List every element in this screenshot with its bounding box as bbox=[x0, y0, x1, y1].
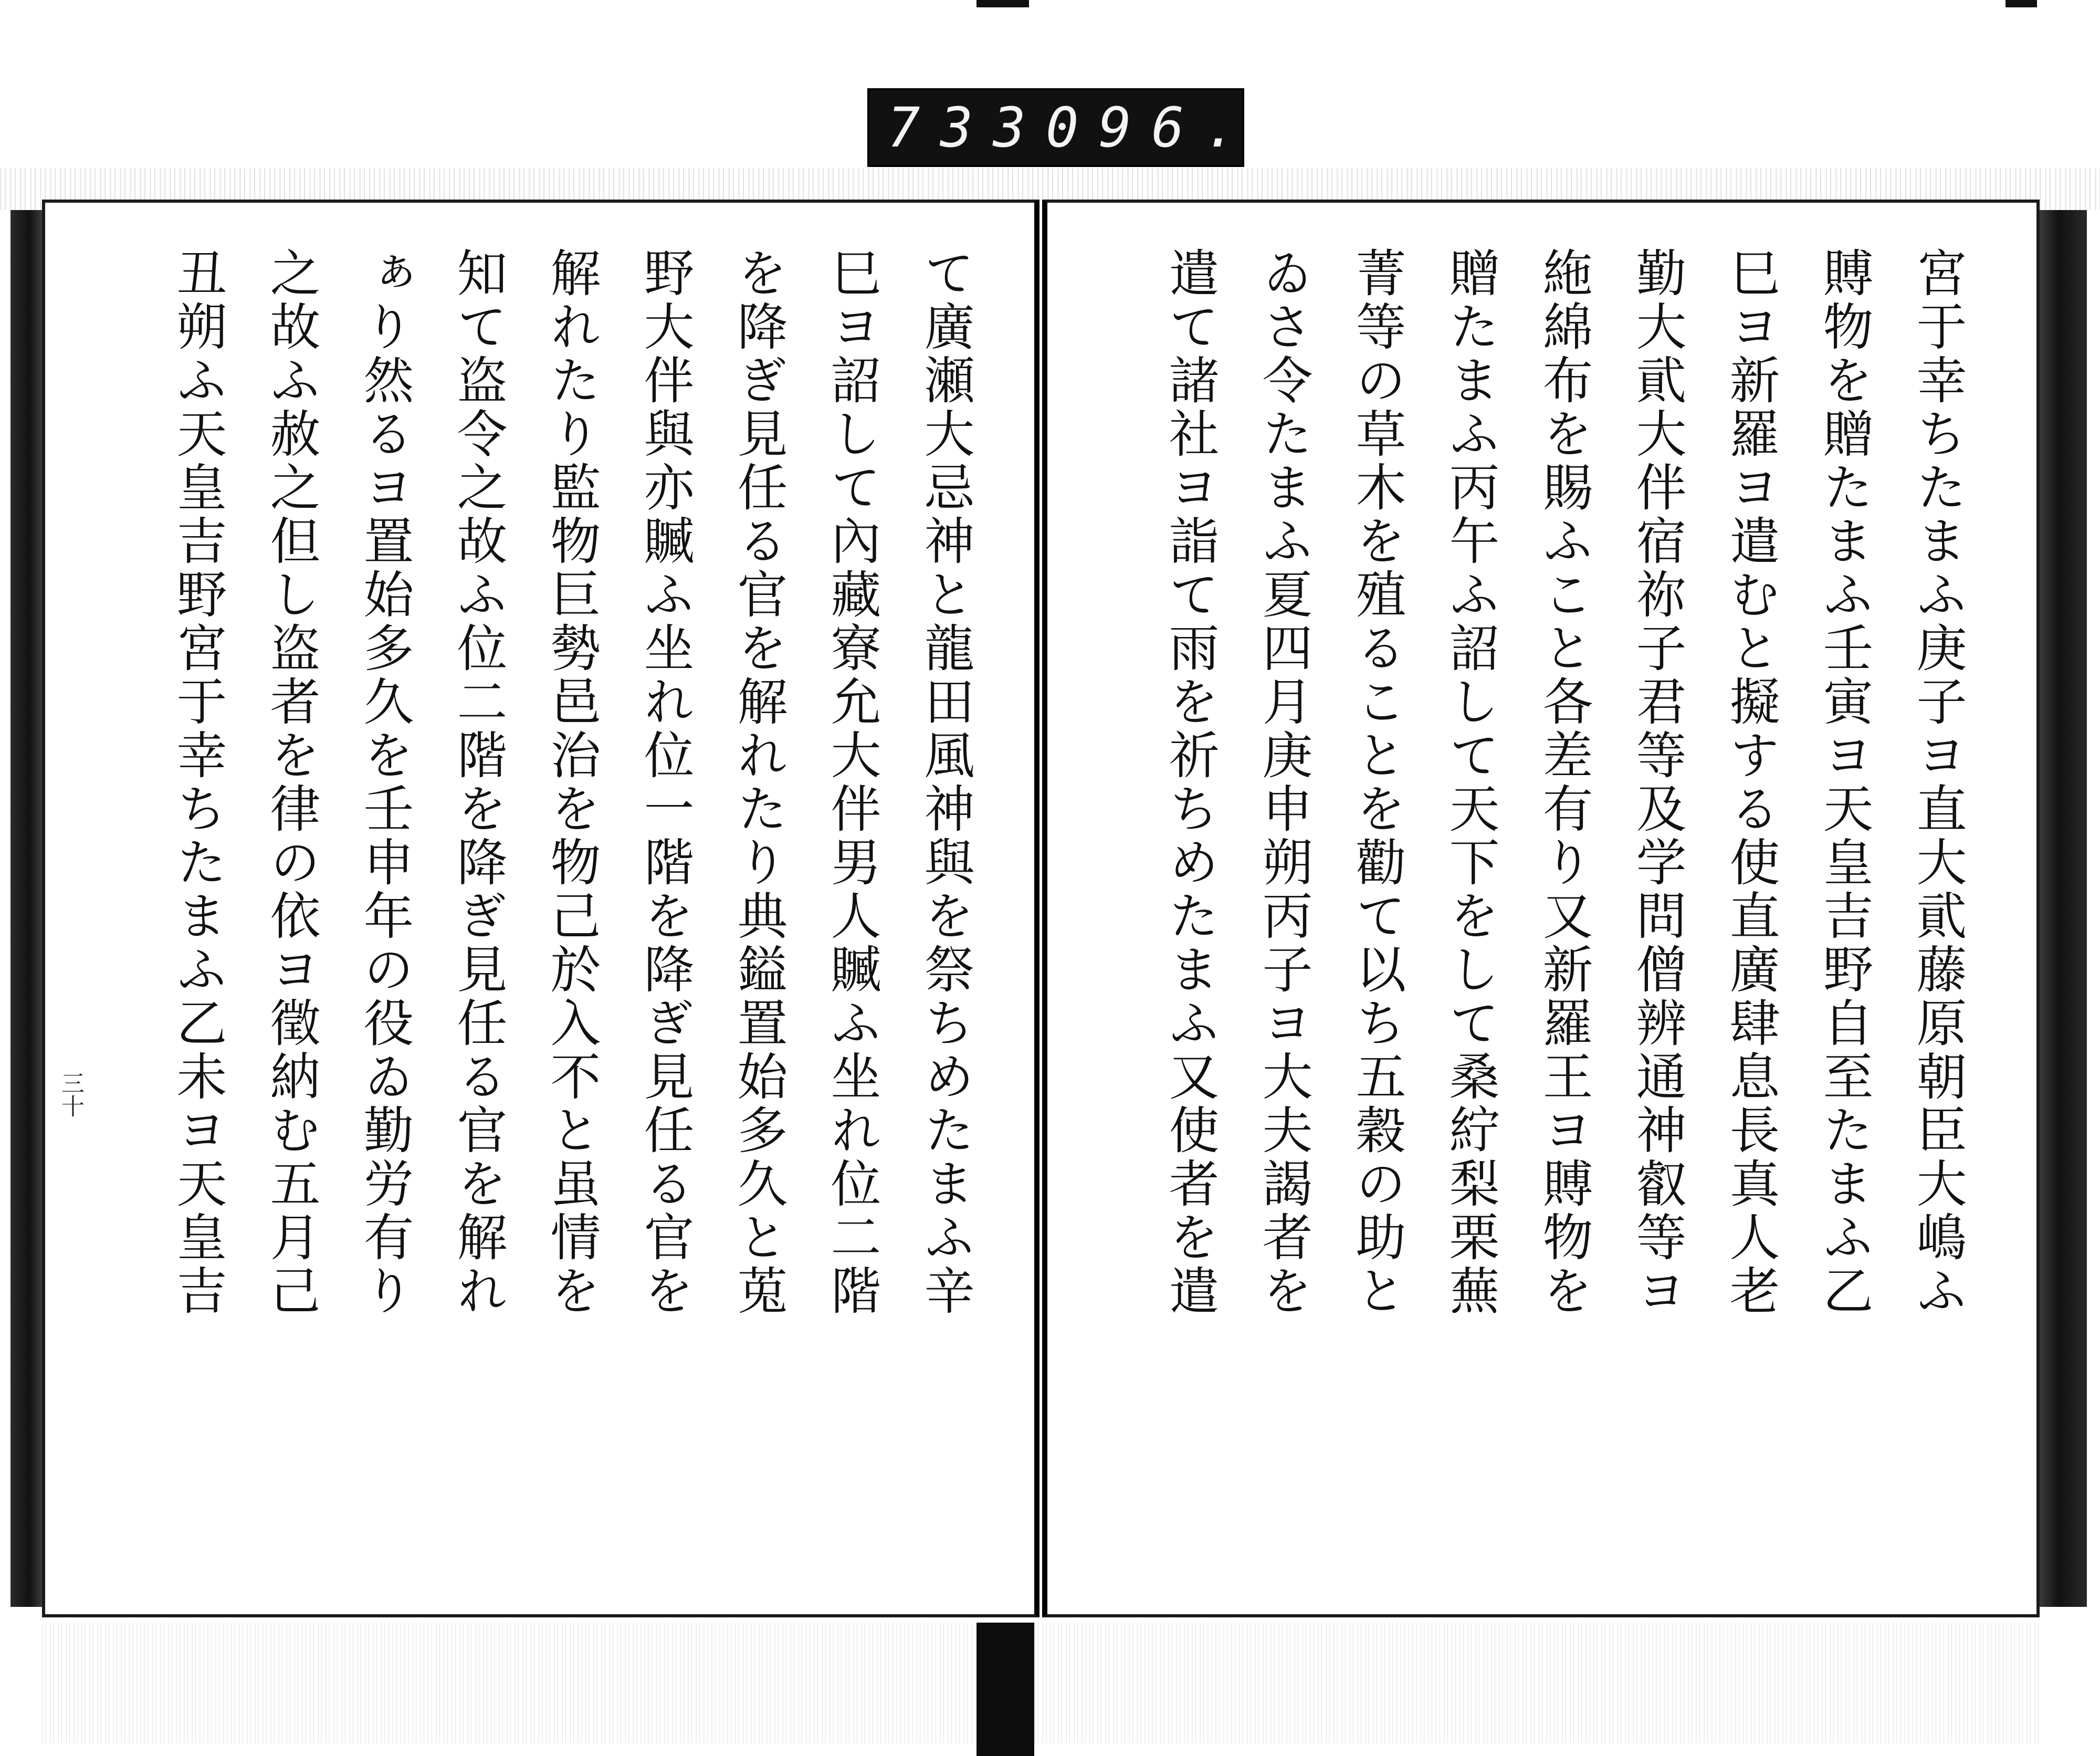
microfilm-frame-number bbox=[867, 88, 1257, 167]
text-column: 巳ヨ新羅ヨ遣むと擬する使直廣肆息長真人老 bbox=[1721, 247, 1780, 1318]
text-column: 野大伴與亦贓ふ坐れ位一階を降ぎ見任る官を bbox=[636, 247, 695, 1318]
text-column: 巳ヨ詔して內藏寮允大伴男人贓ふ坐れ位二階 bbox=[823, 247, 881, 1318]
book-right-edge bbox=[2040, 210, 2087, 1607]
page-number: 三十 bbox=[57, 1071, 84, 1117]
scan-noise-bottom bbox=[42, 1623, 2040, 1743]
book-left-edge bbox=[10, 210, 42, 1607]
text-column: ぁり然るヨ置始多久を壬申年の役ゐ勤労有り bbox=[355, 247, 414, 1318]
text-column: 贈たまふ丙午ふ詔して天下をして桑紵梨栗蕪 bbox=[1441, 247, 1500, 1318]
text-column: 知て盗令之故ふ位二階を降ぎ見任る官を解れ bbox=[449, 247, 508, 1318]
frame-number-left: 733 bbox=[887, 96, 1046, 160]
text-column: 宮于幸ちたまふ庚子ヨ直大貮藤原朝臣大嶋ふ bbox=[1908, 247, 1967, 1318]
right-page-text bbox=[1161, 247, 1984, 1507]
text-column: 之故ふ赦之但し盗者を律の依ヨ徵納む五月己 bbox=[262, 247, 321, 1318]
text-column: 解れたり監物巨勢邑治を物己於入不と虽情を bbox=[542, 247, 601, 1318]
text-column: 賻物を贈たまふ壬寅ヨ天皇吉野自至たまふ乙 bbox=[1815, 247, 1874, 1318]
text-column: を降ぎ見任る官を解れたり典鎰置始多久と莵 bbox=[729, 247, 788, 1318]
text-column: ゐさ令たまふ夏四月庚申朔丙子ヨ大夫謁者を bbox=[1254, 247, 1313, 1318]
text-column: 勤大貮大伴宿祢子君等及学問僧辨通神叡等ヨ bbox=[1628, 247, 1687, 1318]
left-page-text bbox=[89, 247, 992, 1507]
top-edge-mark bbox=[976, 0, 1029, 7]
text-column: て廣瀬大忌神と龍田風神與を祭ちめたまふ辛 bbox=[916, 247, 975, 1318]
text-column: 丑朔ふ天皇吉野宮于幸ちたまふ乙未ヨ天皇吉 bbox=[169, 247, 227, 1318]
text-column: 絁綿布を賜ふこと各差有り又新羅王ヨ賻物を bbox=[1535, 247, 1593, 1318]
top-edge-mark-right bbox=[2006, 0, 2037, 7]
text-column: 菁等の草木を殖ることを勸て以ち五穀の助と bbox=[1348, 247, 1406, 1318]
book-spine bbox=[976, 1623, 1034, 1756]
frame-number-right: 096. bbox=[1045, 96, 1257, 160]
text-column: 遣て諸社ヨ詣て雨を祈ちめたまふ又使者を遣 bbox=[1161, 247, 1220, 1318]
